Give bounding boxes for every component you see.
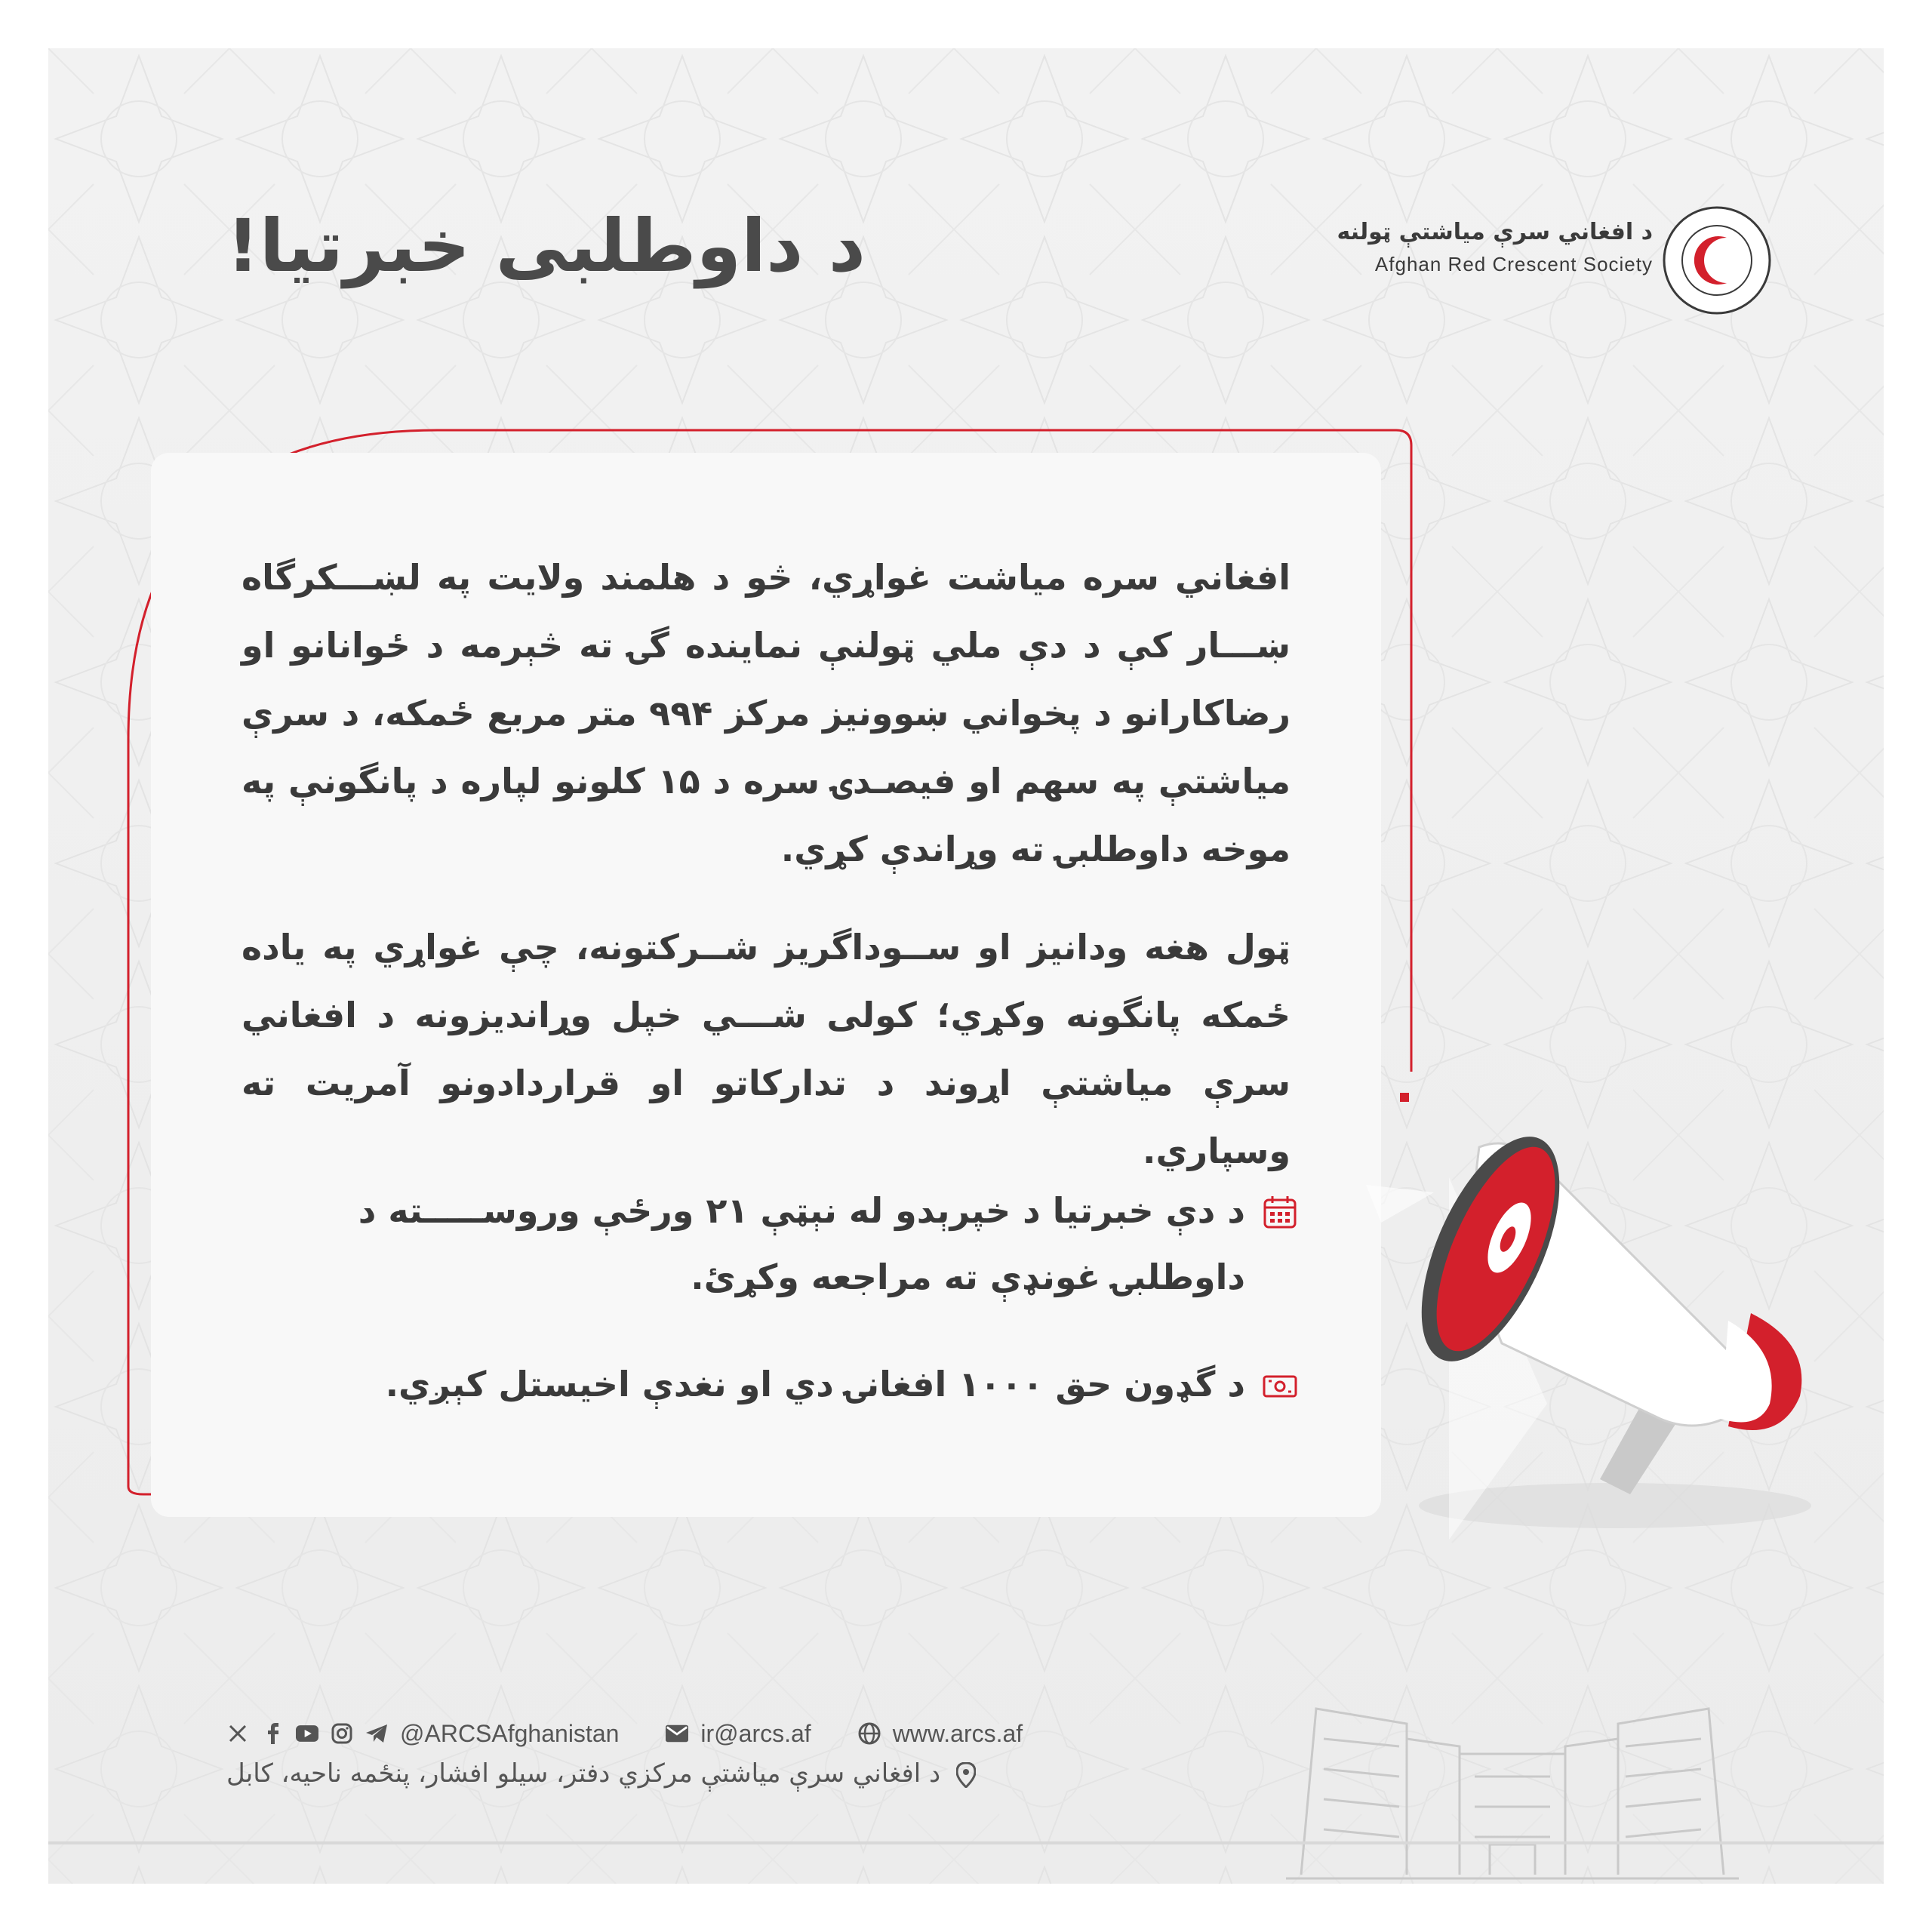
bullet-deadline xyxy=(242,1177,1298,1310)
footer-contacts xyxy=(226,1715,1023,1752)
red-crescent-emblem xyxy=(1660,204,1774,317)
paragraph-companies: ټول هغه ودانیز او ســوداگریز شــرکتونه، چې غواړي په یاده ځمکه پانگونه وکړي؛ کولی شـــي خپل وړاندیزونه د افغاني سرې میاشتې اړوند د تدارکاتو او قراردادونو آمریت ته وسپاري. xyxy=(242,927,1291,1171)
announcement-body xyxy=(242,543,1291,1215)
x-icon[interactable] xyxy=(226,1722,249,1745)
megaphone-icon xyxy=(1358,1087,1841,1540)
location-pin-icon xyxy=(956,1762,976,1788)
telegram-icon[interactable] xyxy=(365,1722,388,1745)
social-handle[interactable]: @ARCSAfghanistan xyxy=(400,1719,620,1747)
bullet-fee-text: د گډون حق ۱۰۰۰ افغانۍ دي او نغدې اخیستل کېږي. xyxy=(385,1364,1245,1404)
calendar-icon xyxy=(1262,1194,1298,1230)
bottom-divider xyxy=(48,1841,1884,1844)
page-title: د داوطلبی خبرتیا! xyxy=(226,204,866,288)
youtube-icon[interactable] xyxy=(296,1722,318,1745)
globe-icon xyxy=(858,1722,881,1745)
facebook-icon[interactable] xyxy=(261,1722,284,1745)
org-name-pashto: د افغاني سرې میاشتې ټولنه xyxy=(1337,219,1653,245)
paragraph-land-offer: افغاني سره میاشت غواړي، څو د هلمند ولایت په لښـــکرگاه ښـــار کې د دې ملي ټولنې نماینده گۍ ته څېرمه د ځوانانو او رضاکارانو د پخواني ښوونیز مرکز ۹۹۴ متر مربع ځمکه، د سرې میاشتې په سهم او فیصـدۍ سره د ۱۵ کلونو لپاره د پانگونې په موخه داوطلبۍ ته وړاندې کړي. xyxy=(242,557,1291,869)
email-icon xyxy=(666,1722,688,1745)
email-link[interactable]: ir@arcs.af xyxy=(700,1719,811,1747)
org-name-english: Afghan Red Crescent Society xyxy=(1374,253,1653,275)
money-icon xyxy=(1262,1367,1298,1404)
instagram-icon[interactable] xyxy=(331,1722,353,1745)
footer-address xyxy=(226,1758,1026,1789)
bullet-fee xyxy=(317,1351,1298,1417)
website-link[interactable]: www.arcs.af xyxy=(892,1719,1023,1747)
address-text: د افغاني سرې میاشتې مرکزي دفتر، سیلو افشار، پنځمه ناحیه، کابل xyxy=(226,1758,941,1789)
org-logo-text xyxy=(1328,219,1653,276)
bullet-deadline-text: د دې خبرتیا د خپرېدو له نېټې ۲۱ ورځې وروســـــته د داوطلبۍ غونډې ته مراجعه وکړئ. xyxy=(358,1190,1245,1297)
building-illustration xyxy=(1286,1663,1739,1884)
